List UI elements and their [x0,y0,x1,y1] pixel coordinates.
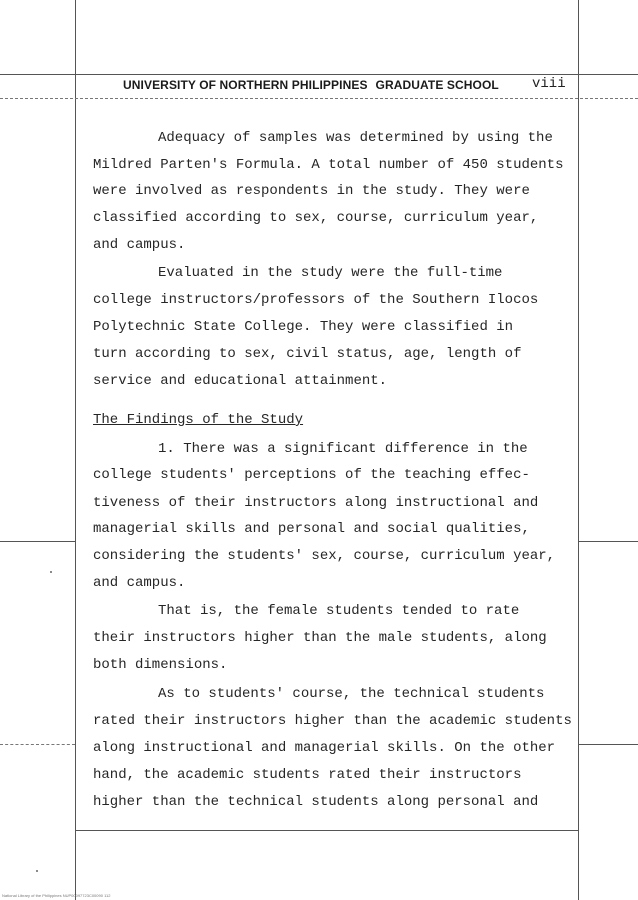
p4-line: both dimensions. [93,657,228,673]
p5-line: higher than the technical students along personal and [93,794,539,810]
right-margin-line [578,0,579,900]
p5-line: As to students' course, the technical students [158,686,545,702]
specks [50,571,52,573]
p1-line: classified according to sex, course, curriculum year, [93,210,539,226]
left-mid-mark [0,541,75,542]
right-lower-mark [578,744,638,745]
p1-line: Adequacy of samples was determined by using the [158,130,553,146]
header-rule-top [0,74,638,75]
p3-line: and campus. [93,575,186,591]
p3-line: managerial skills and personal and social qualities, [93,521,530,537]
p5-line: hand, the academic students rated their instructors [93,767,522,783]
p4-line: That is, the female students tended to rate [158,603,520,619]
header-rule-bottom [0,98,638,99]
page-header [123,78,499,92]
p5-line: along instructional and managerial skills. On the other [93,740,556,756]
specks [36,870,38,872]
p2-line: service and educational attainment. [93,373,388,389]
p2-line: turn according to sex, civil status, age, length of [93,346,522,362]
bottom-rule [75,830,578,831]
left-lower-mark [0,744,75,745]
p3-line: considering the students' sex, course, curriculum year, [93,548,556,564]
p2-line: Evaluated in the study were the full-time [158,265,503,281]
p3-line: 1. There was a significant difference in the [158,441,528,457]
school-name: GRADUATE SCHOOL [375,78,499,92]
p1-line: Mildred Parten's Formula. A total number of 450 students [93,157,564,173]
p5-line: rated their instructors higher than the academic students [93,713,572,729]
p1-line: were involved as respondents in the study. They were [93,183,530,199]
left-margin-line [75,0,76,900]
p3-line: college students' perceptions of the teaching effec- [93,467,530,483]
p1-line: and campus. [93,237,186,253]
page-number: viii [532,76,566,92]
p2-line: Polytechnic State College. They were classified in [93,319,514,335]
p3-line: tiveness of their instructors along instructional and [93,495,539,511]
university-name: UNIVERSITY OF NORTHERN PHILIPPINES [123,78,368,92]
right-mid-mark [578,541,638,542]
p2-line: college instructors/professors of the Southern Ilocos [93,292,539,308]
p4-line: their instructors higher than the male students, along [93,630,547,646]
section-heading: The Findings of the Study [93,412,304,428]
scan-footer: National Library of the Philippines NUP00097723C00090 112 [2,893,111,898]
